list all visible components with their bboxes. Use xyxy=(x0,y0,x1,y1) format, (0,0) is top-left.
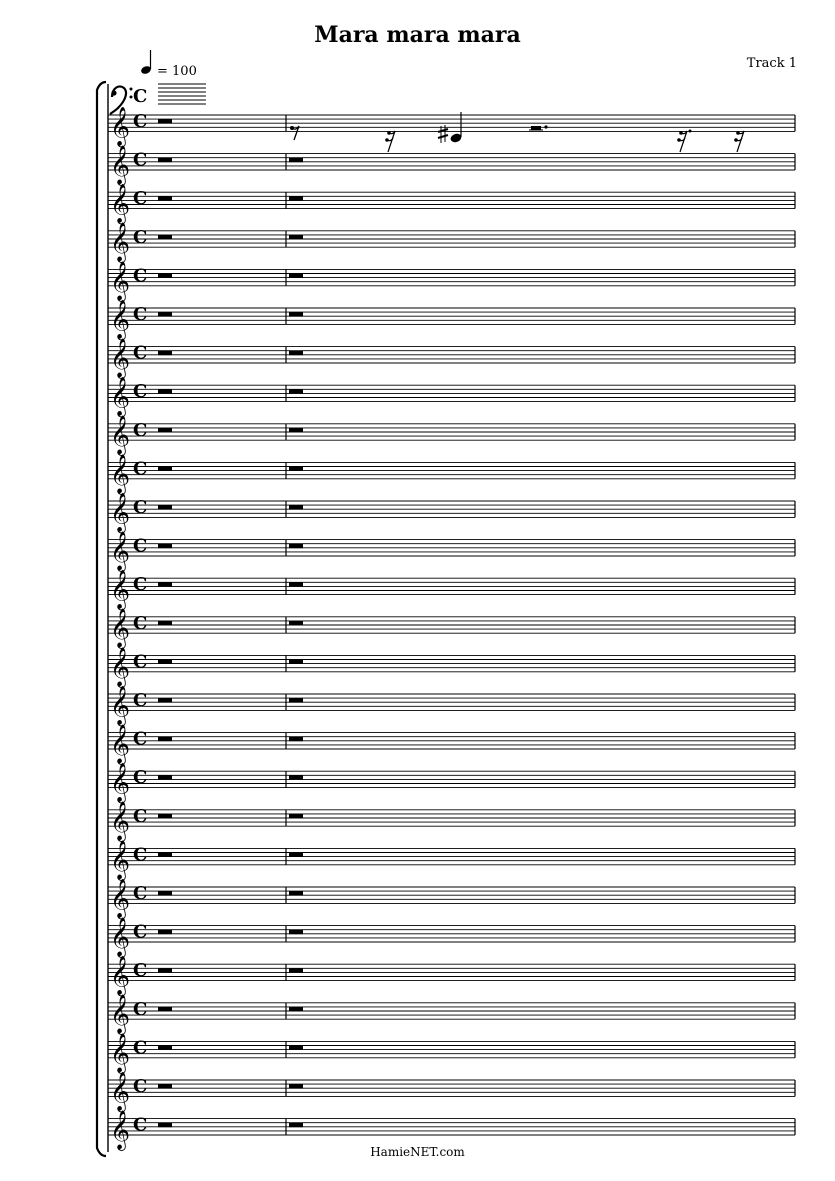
treble-staff xyxy=(108,377,795,418)
treble-clef-icon: 𝄞 xyxy=(110,994,131,1035)
whole-rest-icon xyxy=(289,891,303,896)
treble-staff xyxy=(108,608,795,649)
whole-rest-icon xyxy=(158,389,172,394)
whole-rest-icon xyxy=(289,814,303,819)
whole-rest-icon xyxy=(289,853,303,858)
time-signature-common: C xyxy=(133,265,148,287)
treble-staff xyxy=(108,106,795,147)
whole-rest-icon xyxy=(289,737,303,742)
time-signature-common: C xyxy=(133,883,148,904)
whole-rest-icon xyxy=(289,582,303,587)
time-signature-common: C xyxy=(133,149,148,171)
track-label: Track 1 xyxy=(746,56,797,71)
treble-clef-icon: 𝄞 xyxy=(110,376,131,417)
whole-rest-icon xyxy=(289,274,303,279)
treble-staff xyxy=(108,492,795,533)
treble-staff xyxy=(108,222,795,263)
treble-clef-icon: 𝄞 xyxy=(110,299,131,340)
whole-rest-icon xyxy=(289,544,303,549)
whole-rest-icon xyxy=(289,660,303,665)
treble-clef-icon: 𝄞 xyxy=(110,492,131,533)
whole-rest-icon xyxy=(158,544,172,549)
whole-rest-icon xyxy=(289,235,303,240)
whole-rest-icon xyxy=(158,235,172,240)
treble-staff xyxy=(108,145,795,186)
treble-clef-icon: 𝄞 xyxy=(110,724,131,764)
time-signature-common: C xyxy=(133,690,148,711)
time-signature-common: C xyxy=(133,304,148,325)
treble-clef-icon: 𝄞 xyxy=(110,1110,131,1150)
whole-rest-icon xyxy=(289,968,303,973)
time-signature-common: C xyxy=(133,960,148,982)
score-title: Mara mara mara xyxy=(314,22,521,48)
first-staff-measure-2 xyxy=(290,112,744,152)
treble-clef-icon: 𝄞 xyxy=(110,531,131,571)
whole-rest-icon xyxy=(289,505,303,510)
treble-staff xyxy=(108,415,795,456)
whole-rest-icon xyxy=(289,158,303,163)
bass-ledger-lines xyxy=(158,84,206,104)
whole-rest-icon xyxy=(158,775,172,780)
treble-staff xyxy=(108,1071,795,1112)
treble-clef-icon: 𝄞 xyxy=(110,878,131,919)
time-signature-common: C xyxy=(133,1037,148,1059)
whole-rest-icon xyxy=(289,467,303,472)
treble-clef-icon: 𝄞 xyxy=(110,608,131,649)
whole-rest-icon xyxy=(158,853,172,858)
dotted-sixteenth-rest-icon xyxy=(677,130,691,153)
treble-staff xyxy=(108,454,795,495)
time-signature-common: C xyxy=(133,574,148,596)
treble-staff xyxy=(108,184,795,225)
treble-staff xyxy=(108,801,795,842)
treble-staves xyxy=(108,106,795,1151)
whole-rest-icon xyxy=(158,698,172,703)
treble-staff xyxy=(108,299,795,340)
whole-rest-icon xyxy=(289,428,303,433)
treble-clef-icon: 𝄞 xyxy=(110,839,131,880)
treble-clef-icon: 𝄞 xyxy=(110,222,131,263)
treble-clef-icon: 𝄞 xyxy=(110,801,131,842)
whole-rest-icon xyxy=(158,582,172,587)
whole-rest-icon xyxy=(158,660,172,665)
treble-clef-icon: 𝄞 xyxy=(110,955,131,996)
whole-rest-icon xyxy=(158,1084,172,1089)
treble-clef-icon: 𝄞 xyxy=(110,1071,131,1112)
whole-rest-icon xyxy=(158,737,172,742)
footer-credit: HamieNET.com xyxy=(370,1145,465,1159)
treble-clef-icon: 𝄞 xyxy=(110,685,131,726)
whole-rest-icon xyxy=(158,1007,172,1012)
treble-clef-icon: 𝄞 xyxy=(110,1032,131,1073)
treble-staff xyxy=(108,531,795,572)
time-signature-common: C xyxy=(133,1076,148,1097)
treble-staff xyxy=(108,685,795,726)
whole-rest-icon xyxy=(289,312,303,317)
time-signature-common: C xyxy=(133,535,148,557)
time-signature-common: C xyxy=(133,844,148,866)
whole-rest-icon xyxy=(158,621,172,626)
treble-staff xyxy=(108,570,795,611)
whole-rest-icon xyxy=(158,505,172,510)
treble-staff xyxy=(108,994,795,1035)
system-brace xyxy=(97,82,106,1156)
whole-rest-icon xyxy=(289,351,303,356)
whole-rest-icon xyxy=(158,274,172,279)
whole-rest-icon xyxy=(289,698,303,703)
whole-rest-icon xyxy=(158,930,172,935)
whole-rest-icon xyxy=(289,1007,303,1012)
treble-staff xyxy=(108,724,795,765)
treble-staff xyxy=(108,840,795,881)
treble-staff xyxy=(108,338,795,379)
sixteenth-rest-icon xyxy=(385,131,395,152)
treble-staff xyxy=(108,261,795,302)
whole-rest-icon xyxy=(158,196,172,201)
time-signature-common: C xyxy=(133,497,148,518)
whole-rest-icon xyxy=(289,930,303,935)
tempo-text: = 100 xyxy=(157,64,197,79)
whole-rest-icon xyxy=(289,621,303,626)
eighth-rest-icon xyxy=(290,126,299,140)
whole-rest-icon xyxy=(289,196,303,201)
whole-rest-icon xyxy=(158,1046,172,1051)
tempo-marking xyxy=(140,50,197,79)
treble-clef-icon: 𝄞 xyxy=(110,415,131,456)
whole-rest-icon xyxy=(158,428,172,433)
time-signature-common: C xyxy=(133,226,148,248)
time-signature-common: C xyxy=(133,458,148,480)
treble-staff xyxy=(108,647,795,688)
time-signature-common: C xyxy=(133,419,148,441)
time-signature-common: C xyxy=(133,342,148,364)
time-signature-common: C xyxy=(133,998,148,1020)
whole-rest-icon xyxy=(289,1123,303,1128)
treble-staff xyxy=(108,1033,795,1074)
treble-clef-icon: 𝄞 xyxy=(110,183,131,224)
whole-rest-icon xyxy=(158,351,172,356)
time-signature-common: C xyxy=(133,728,148,750)
time-signature-common: C xyxy=(133,805,148,827)
whole-rest-icon xyxy=(158,1123,172,1128)
treble-clef-icon: 𝄞 xyxy=(110,260,131,301)
whole-rest-icon xyxy=(289,1084,303,1089)
treble-clef-icon: 𝄞 xyxy=(110,646,131,687)
treble-staff xyxy=(108,956,795,997)
whole-rest-icon xyxy=(158,814,172,819)
treble-staff xyxy=(108,878,795,919)
treble-clef-icon: 𝄞 xyxy=(110,917,131,957)
time-signature-common: C xyxy=(133,86,148,107)
treble-clef-icon: 𝄞 xyxy=(110,762,131,803)
bass-time-signature xyxy=(133,86,147,107)
treble-staff xyxy=(108,763,795,804)
whole-rest-icon xyxy=(158,158,172,163)
treble-staff xyxy=(108,917,795,958)
time-signature-common: C xyxy=(133,188,148,210)
whole-rest-icon xyxy=(289,389,303,394)
whole-rest-icon xyxy=(158,467,172,472)
whole-rest-icon xyxy=(158,119,172,124)
whole-rest-icon xyxy=(289,775,303,780)
g-sharp-quarter-note xyxy=(438,112,463,144)
whole-rest-icon xyxy=(158,312,172,317)
time-signature-common: C xyxy=(133,651,148,673)
whole-rest-icon xyxy=(158,968,172,973)
sixteenth-rest-icon xyxy=(734,131,744,152)
treble-clef-icon: 𝄞 xyxy=(110,453,131,494)
whole-rest-icon xyxy=(158,891,172,896)
dotted-half-rest-icon xyxy=(529,125,548,130)
time-signature-common: C xyxy=(133,1114,148,1136)
treble-clef-icon: 𝄞 xyxy=(110,569,131,610)
treble-clef-icon: 𝄞 xyxy=(110,145,131,185)
time-signature-common: C xyxy=(133,921,148,943)
time-signature-common: C xyxy=(133,381,148,403)
time-signature-common: C xyxy=(133,612,148,634)
time-signature-common: C xyxy=(133,767,148,789)
treble-clef-icon: 𝄞 xyxy=(110,106,131,147)
whole-rest-icon xyxy=(289,1046,303,1051)
treble-clef-icon: 𝄞 xyxy=(110,338,131,378)
time-signature-common: C xyxy=(133,111,148,132)
